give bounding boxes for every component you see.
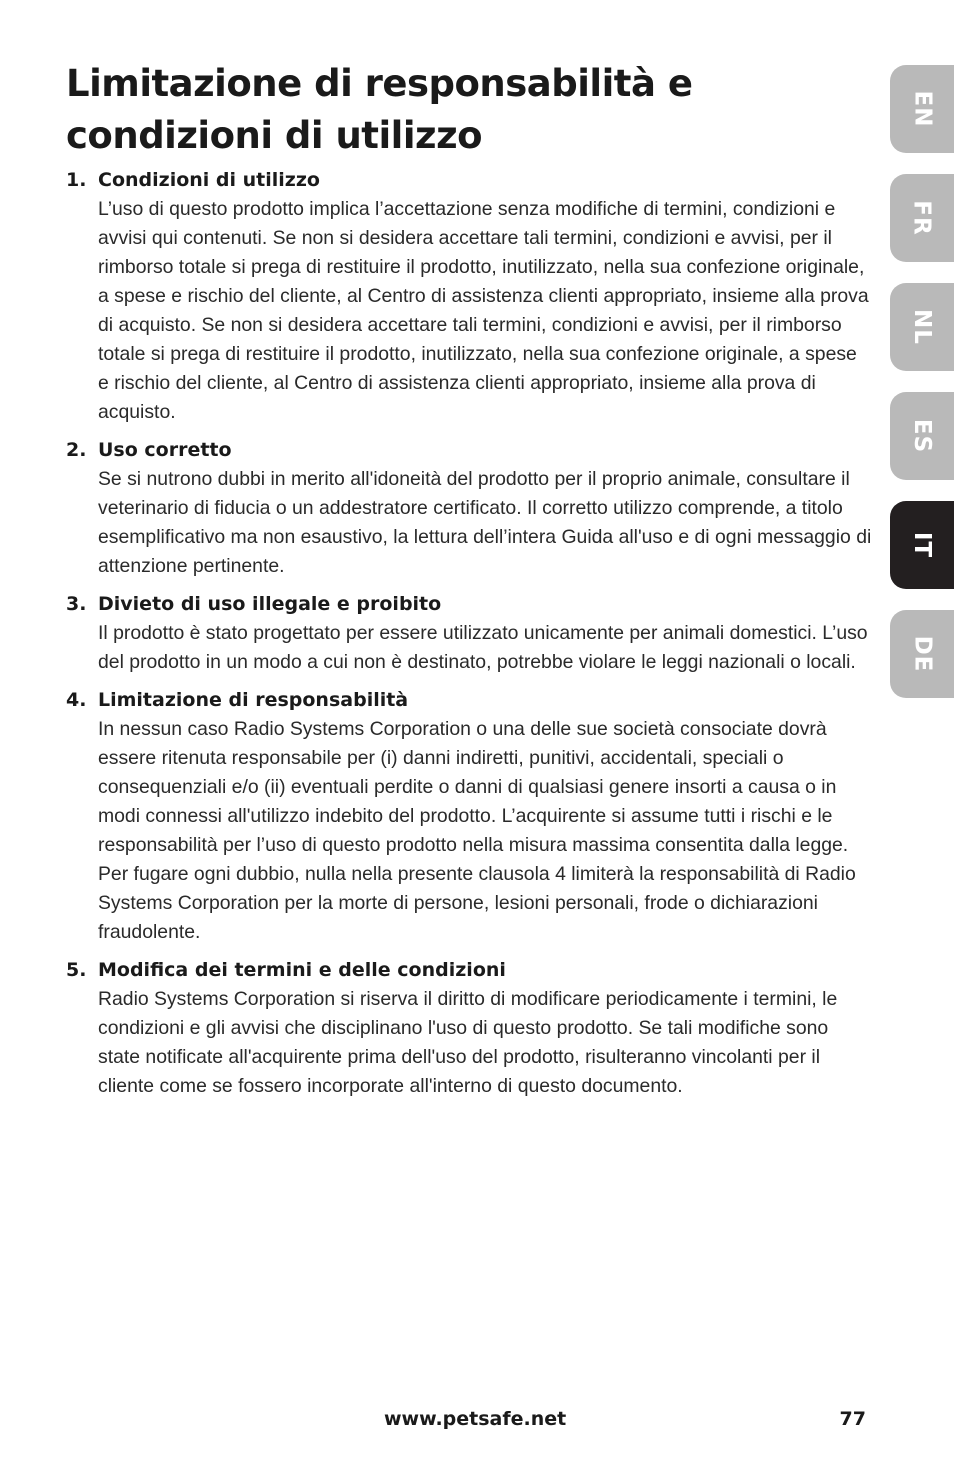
language-tab-label: ES xyxy=(909,418,935,454)
section-heading xyxy=(66,436,872,465)
page-title-line-1: Limitazione di responsabilità e xyxy=(66,62,693,105)
section-heading xyxy=(66,590,872,619)
section-title: Modifica dei termini e delle condizioni xyxy=(98,959,506,981)
section-number: 3. xyxy=(66,593,87,615)
section-number: 4. xyxy=(66,689,87,711)
page-title xyxy=(66,58,866,162)
language-tab-label: FR xyxy=(908,200,935,236)
language-tab-es[interactable] xyxy=(890,392,954,480)
footer-url: www.petsafe.net xyxy=(384,1408,567,1430)
terms-sections xyxy=(66,166,872,1110)
section-terms-modification xyxy=(66,956,872,1101)
language-tab-nl[interactable] xyxy=(890,283,954,371)
language-tab-label: NL xyxy=(909,309,935,345)
section-number: 1. xyxy=(66,169,87,191)
section-number: 5. xyxy=(66,959,87,981)
section-text: L’uso di questo prodotto implica l’accettazione senza modifiche di termini, condizioni e avvisi qui contenuti. Se non si desidera accettare tali termini, condizioni e avvisi, per il rimborso totale si prega di restituire il prodotto, inutilizzato, nella sua confezione originale, a spese e rischio del cliente, al Centro di assistenza clienti appropriato, insieme alla prova di acquisto. Se non si desidera accettare tali termini, condizioni e avvisi, per il rimborso totale si prega di restituire il prodotto, inutilizzato, nella sua confezione originale, a spese e rischio del cliente, al Centro di assistenza clienti appropriato, insieme alla prova di acquisto. xyxy=(98,198,869,423)
section-heading xyxy=(66,686,872,715)
section-number: 2. xyxy=(66,439,87,461)
section-conditions-of-use xyxy=(66,166,872,427)
language-tab-it[interactable] xyxy=(890,501,954,589)
section-liability-limitation xyxy=(66,686,872,947)
section-illegal-use xyxy=(66,590,872,677)
section-text: Se si nutrono dubbi in merito all'idoneità del prodotto per il proprio animale, consultare il veterinario di fiducia o un addestratore certificato. Il corretto utilizzo comprende, a titolo esemplificativo ma non esaustivo, la lettura dell’intera Guida all'uso e di ogni messaggio di attenzione pertinente. xyxy=(98,468,872,577)
section-title: Condizioni di utilizzo xyxy=(98,169,320,191)
page-number: 77 xyxy=(839,1408,866,1430)
section-proper-use xyxy=(66,436,872,581)
language-tab-label: EN xyxy=(909,90,935,128)
section-text: Radio Systems Corporation si riserva il diritto di modificare periodicamente i termini, le condizioni e gli avvisi che disciplinano l'uso di questo prodotto. Se tali modifiche sono state notificate all'acquirente prima dell'uso del prodotto, risulteranno vincolanti per il cliente come se fossero incorporate all'interno di questo documento. xyxy=(98,988,838,1097)
section-title: Uso corretto xyxy=(98,439,232,461)
language-tab-label: IT xyxy=(909,531,935,559)
section-title: Divieto di uso illegale e proibito xyxy=(98,593,442,615)
section-title: Limitazione di responsabilità xyxy=(98,689,409,711)
language-tab-de[interactable] xyxy=(890,610,954,698)
section-text: Il prodotto è stato progettato per essere utilizzato unicamente per animali domestici. L’uso del prodotto in un modo a cui non è destinato, potrebbe violare le leggi nazionali o locali. xyxy=(98,622,868,673)
section-heading xyxy=(66,166,872,195)
page-title-line-2: condizioni di utilizzo xyxy=(66,114,483,157)
language-tab-label: DE xyxy=(909,635,935,673)
language-tabs xyxy=(890,65,954,719)
section-heading xyxy=(66,956,872,985)
language-tab-fr[interactable] xyxy=(890,174,954,262)
language-tab-en[interactable] xyxy=(890,65,954,153)
section-text: In nessun caso Radio Systems Corporation o una delle sue società consociate dovrà essere ritenuta responsabile per (i) danni indiretti, punitivi, accidentali, speciali o consequenziali e/o (ii) eventuali perdite o danni di qualsiasi genere insorti a causa o in modi connessi all'utilizzo indebito del prodotto. L’acquirente si assume tutti i rischi e le responsabilità per l’uso di questo prodotto nella misura massima consentita dalla legge. Per fugare ogni dubbio, nulla nella presente clausola 4 limiterà la responsabilità di Radio Systems Corporation per la morte di persone, lesioni personali, frode o dichiarazioni fraudolente. xyxy=(98,718,856,943)
